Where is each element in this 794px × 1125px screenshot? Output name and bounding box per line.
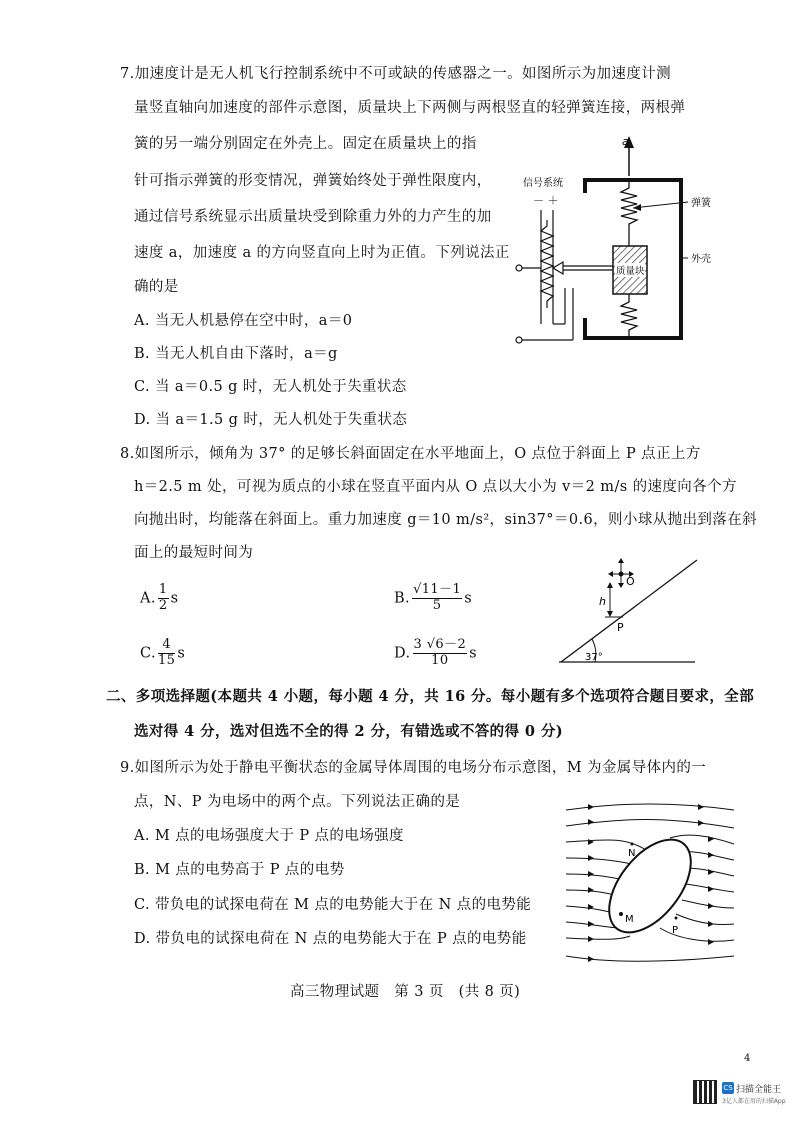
q7-option-b: B. 当无人机自由下落时，a＝g bbox=[134, 346, 338, 362]
q7-line-6: 速度 a，加速度 a 的方向竖直向上时为正值。下列说法正 bbox=[134, 245, 510, 261]
qr-code-icon bbox=[693, 1080, 717, 1104]
label-angle: 37° bbox=[585, 652, 603, 663]
label-a: a bbox=[622, 135, 629, 148]
q7-option-c: C. 当 a＝0.5 g 时，无人机处于失重状态 bbox=[134, 379, 407, 395]
label-mass: 质量块 bbox=[616, 266, 645, 277]
label-minus-plus: － ＋ bbox=[533, 194, 559, 207]
q9-option-d: D. 带负电的试探电荷在 N 点的电势能大于在 P 点的电势能 bbox=[134, 931, 527, 947]
q8-option-d: D. $\frac{3 √6-2}{10}$ s bbox=[394, 637, 478, 668]
q8-option-a: A. $\frac{1}{2}$ s bbox=[140, 582, 179, 613]
camscanner-logo-icon: CS bbox=[723, 1084, 733, 1092]
incline-figure bbox=[555, 555, 700, 670]
page-mark: 4 bbox=[744, 1053, 751, 1064]
point-n bbox=[631, 843, 634, 846]
label-p: P bbox=[672, 925, 679, 936]
label-p: P bbox=[617, 621, 624, 634]
section-2-heading-line-1: 二、多项选择题(本题共 4 小题，每小题 4 分，共 16 分。每小题有多个选项符合题目要求，全部 bbox=[106, 688, 755, 705]
bottom-spring bbox=[621, 294, 637, 336]
q9-option-c: C. 带负电的试探电荷在 M 点的电势能大于在 N 点的电势能 bbox=[134, 897, 532, 913]
scanner-subtitle: 3亿人都在用的扫描App bbox=[722, 1098, 786, 1105]
label-signal-system: 信号系统 bbox=[523, 178, 563, 189]
metal-conductor bbox=[593, 825, 707, 947]
label-n: N bbox=[628, 848, 636, 859]
section-2-heading-line-2: 选对得 4 分，选对但选不全的得 2 分，有错选或不答的得 0 分) bbox=[134, 723, 564, 740]
q7-line-3: 簧的另一端分别固定在外壳上。固定在质量块上的指 bbox=[134, 136, 477, 152]
label-spring: 弹簧 bbox=[691, 198, 711, 209]
top-spring bbox=[621, 182, 637, 246]
q8-line-2: h＝2.5 m 处，可视为质点的小球在竖直平面内从 O 点以大小为 v＝2 m/s 的速度向各个方 bbox=[134, 479, 737, 495]
scanner-title: 扫描全能王 bbox=[736, 1085, 782, 1095]
page-footer: 高三物理试题 第 3 页 (共 8 页) bbox=[290, 984, 521, 1000]
point-p bbox=[675, 917, 678, 920]
q8-line-3: 向抛出时，均能落在斜面上。重力加速度 g＝10 m/s²，sin37°＝0.6，则小球从抛出到落在斜 bbox=[134, 512, 758, 528]
q7-line-2: 量竖直轴向加速度的部件示意图，质量块上下两侧与两根竖直的轻弹簧连接，两根弹 bbox=[134, 100, 686, 116]
q7-option-d: D. 当 a＝1.5 g 时，无人机处于失重状态 bbox=[134, 412, 408, 428]
scanner-badge bbox=[693, 1080, 789, 1106]
q9-line-1: 9.如图所示为处于静电平衡状态的金属导体周围的电场分布示意图，M 为金属导体内的一 bbox=[120, 760, 707, 776]
q7-line-4: 针可指示弹簧的形变情况，弹簧始终处于弹性限度内， bbox=[134, 173, 492, 189]
resistor bbox=[541, 220, 553, 308]
q7-line-5: 通过信号系统显示出质量块受到除重力外的力产生的加 bbox=[134, 209, 492, 225]
q8-line-1: 8.如图所示，倾角为 37° 的足够长斜面固定在水平地面上，O 点位于斜面上 P 点正上方 bbox=[120, 446, 701, 462]
q8-option-b: B. $\frac{√11-1}{5}$ s bbox=[394, 582, 473, 613]
q7-line-7: 确的是 bbox=[134, 279, 179, 295]
point-m bbox=[619, 912, 623, 916]
q9-line-2: 点，N、P 为电场中的两个点。下列说法正确的是 bbox=[134, 794, 461, 810]
q8-line-4: 面上的最短时间为 bbox=[134, 545, 254, 561]
accelerometer-figure bbox=[505, 128, 765, 353]
q7-option-a: A. 当无人机悬停在空中时，a＝0 bbox=[134, 313, 353, 329]
q8-option-c: C. $\frac{4}{15}$ s bbox=[140, 637, 186, 668]
q9-option-a: A. M 点的电场强度大于 P 点的电场强度 bbox=[134, 828, 404, 844]
label-m: M bbox=[625, 914, 634, 925]
label-o: O bbox=[626, 575, 635, 588]
label-h: h bbox=[599, 595, 606, 608]
q7-line-1: 7.加速度计是无人机飞行控制系统中不可或缺的传感器之一。如图所示为加速度计测 bbox=[120, 66, 672, 82]
q9-option-b: B. M 点的电势高于 P 点的电势 bbox=[134, 862, 345, 878]
label-shell: 外壳 bbox=[691, 254, 711, 265]
electric-field-figure bbox=[564, 800, 736, 970]
